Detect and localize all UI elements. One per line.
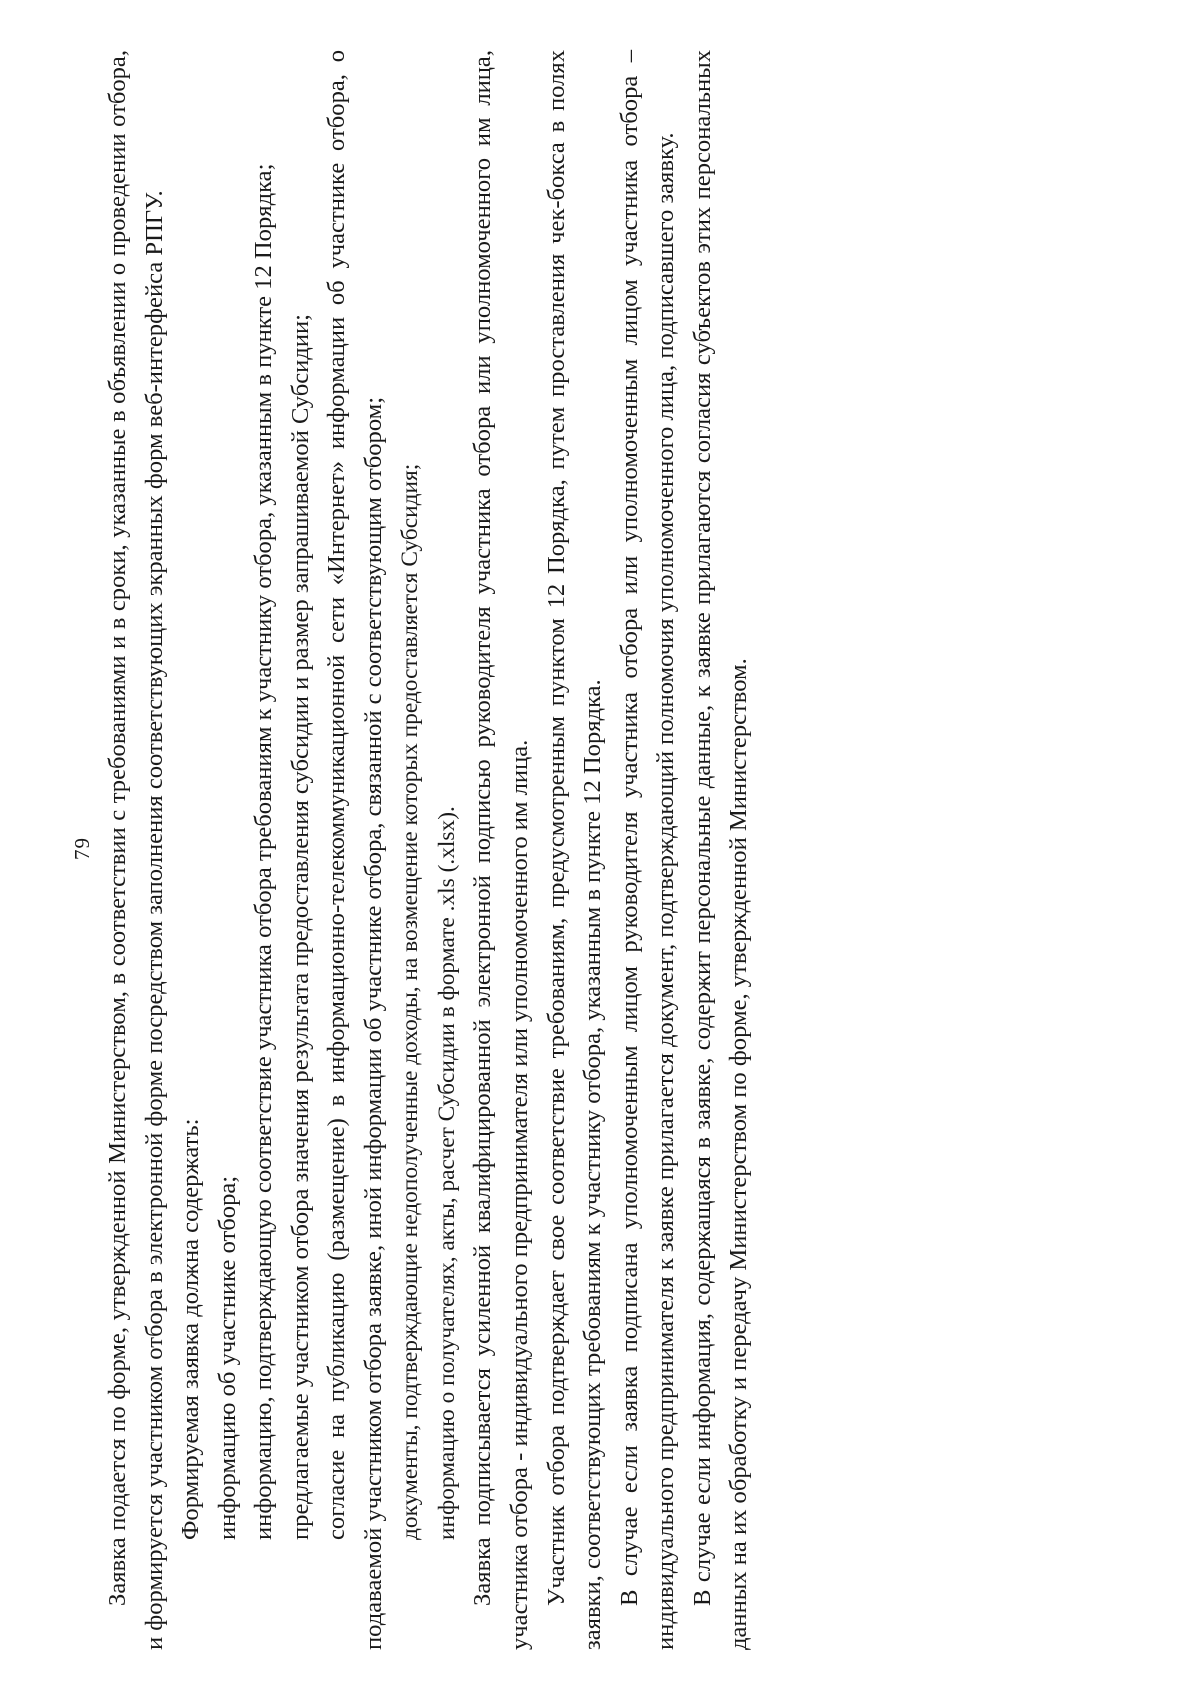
paragraph-authorized-person: В случае если заявка подписана уполномоченным лицом руководителя участника отбора или уполномоченным лицом участника отбора – индивидуального предпринимателя к заявке прилагается документ, подтверждающий полномочия уполномоченного лица, подписавшего заявку. (615, 50, 680, 1650)
paragraph-electronic-signature: Заявка подписывается усиленной квалифицированной электронной подписью руководителя участника отбора или уполномоченного им лица, участника отбора - индивидуального предпринимателя или уполномоченного им лица. (469, 50, 534, 1650)
list-item-publication-consent: согласие на публикацию (размещение) в информационно-телекоммуникационной сети «Интернет» информации об участнике отбора, о подаваемой участником отбора заявке, иной информации об участнике отбора, связанной с соответствующим отбором; (323, 50, 387, 1650)
list-item-income-documents: документы, подтверждающие недополученные доходы, на возмещение которых предоставляется Субсидия; (397, 463, 424, 1540)
list-item-compliance-info: информацию, подтверждающую соответствие участника отбора требованиям к участнику отбора, указанным в пункте 12 Порядка; (250, 163, 278, 1540)
paragraph-application-contents-intro: Формируемая заявка должна содержать: (177, 1118, 205, 1540)
document-body (100, 50, 758, 1650)
paragraph-personal-data-consent: В случае если информация, содержащаяся в заявке, содержит персональные данные, к заявке прилагаются согласия субъектов этих персональных данных на их обработку и передачу Министерством по форме, утвержденной Министерством. (688, 50, 753, 1650)
paragraph-application-submission: Заявка подается по форме, утвержденной Министерством, в соответствии с требованиями и в сроки, указанные в объявлении о проведении отбора, и формируется участником отбора в электронной форме посредством заполнения соответствующих экранных форм веб-интерфейса РПГУ. (104, 50, 168, 1650)
paragraph-checkbox-confirmation: Участник отбора подтверждает свое соответствие требованиям, предусмотренным пунктом 12 Порядка, путем проставления чек-бокса в полях заявки, соответствующих требованиям к участнику отбора, указанным в пункте 12 Порядка. (542, 50, 607, 1650)
list-item-participant-info: информацию об участнике отбора; (213, 1175, 241, 1540)
list-item-proposed-results: предлагаемые участником отбора значения результата предоставления субсидии и размер запрашиваемой Субсидии; (286, 314, 314, 1540)
document-page (70, 50, 1140, 1650)
page-number: 79 (70, 837, 94, 860)
list-item-recipients-info: информацию о получателях, акты, расчет Субсидии в формате .xls (.xlsx). (433, 806, 460, 1540)
